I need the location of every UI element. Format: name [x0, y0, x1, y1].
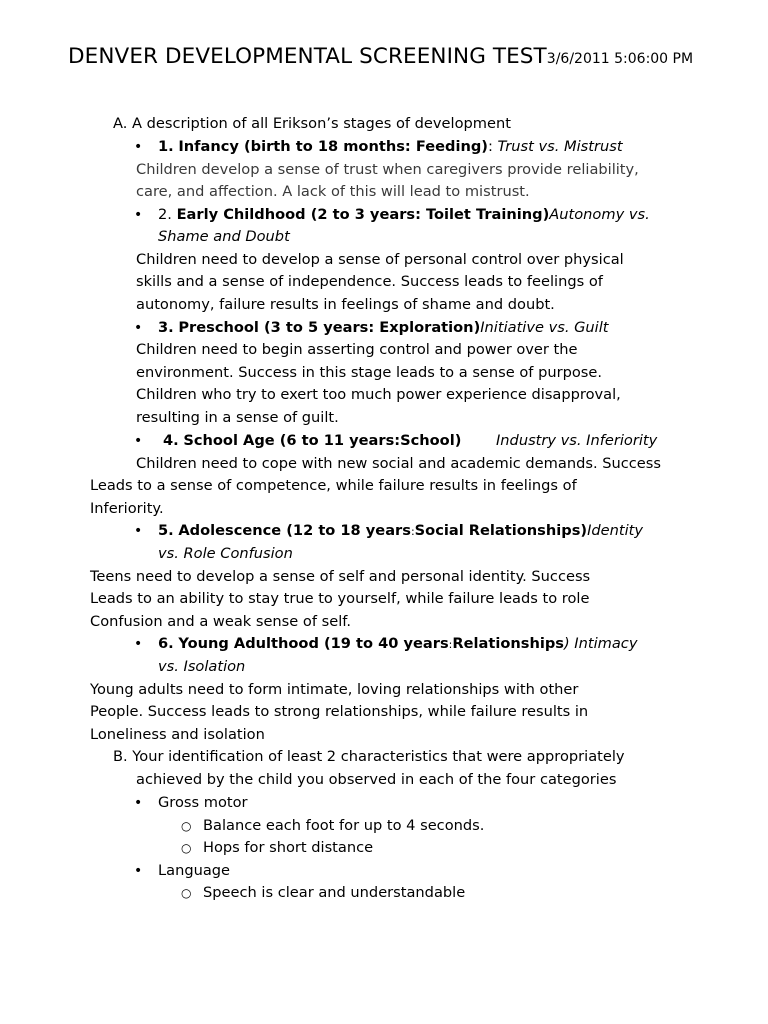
stage-crisis: vs. Role Confusion — [158, 545, 293, 562]
category-language: Language — [158, 862, 231, 879]
category-item: Speech is clear and understandable — [203, 884, 466, 901]
stage-number: 3. — [158, 319, 174, 336]
stage-2-title — [158, 204, 650, 227]
section-a-heading-line — [113, 113, 511, 136]
stage-separator: : — [487, 138, 493, 155]
stage-crisis-continued — [158, 543, 293, 566]
category-item: Balance each foot for up to 4 seconds. — [203, 817, 485, 834]
category-item: Hops for short distance — [203, 839, 374, 856]
stage-number: 6. — [158, 635, 174, 652]
stage-4-title — [163, 430, 461, 453]
stage-description-line: care, and affection. A lack of this will lead to mistrust. — [136, 183, 530, 200]
stage-description-line: Children need to develop a sense of personal control over physical — [136, 251, 624, 268]
stage-description-line: Inferiority. — [90, 500, 164, 517]
stage-name: Preschool (3 to 5 years: Exploration) — [178, 319, 481, 336]
stage-description-line: skills and a sense of independence. Success leads to feelings of — [136, 273, 603, 290]
bullet-icon: • — [134, 863, 143, 879]
stage-description-line: Children need to begin asserting control and power over the — [136, 341, 578, 358]
category-gross-motor: Gross motor — [158, 794, 248, 811]
stage-description-line: autonomy, failure results in feelings of shame and doubt. — [136, 296, 555, 313]
stage-description-line: Young adults need to form intimate, loving relationships with other — [90, 681, 579, 698]
stage-name: Early Childhood (2 to 3 years: Toilet Training) — [176, 206, 550, 223]
bullet-icon: • — [134, 795, 143, 811]
stage-description-line: Children develop a sense of trust when caregivers provide reliability, — [136, 161, 639, 178]
stage-description-line: resulting in a sense of guilt. — [136, 409, 339, 426]
stage-separator: : — [410, 525, 415, 538]
stage-description-line: People. Success leads to strong relationships, while failure results in — [90, 703, 589, 720]
circle-bullet-icon: ○ — [181, 841, 192, 855]
section-a-marker: A. — [113, 115, 128, 132]
stage-6-title — [158, 633, 637, 657]
bullet-icon: • — [134, 636, 143, 652]
stage-crisis: Initiative vs. Guilt — [480, 319, 609, 336]
stage-crisis: ) Intimacy — [563, 635, 638, 652]
stage-description-line: Children who try to exert too much power experience disapproval, — [136, 386, 621, 403]
bullet-icon: • — [134, 207, 143, 223]
stage-1-title — [158, 136, 623, 159]
stage-name: Young Adulthood (19 to 40 years — [178, 635, 449, 652]
stage-crisis: Trust vs. Mistrust — [497, 138, 623, 155]
stage-crisis: Industry vs. Inferiority — [496, 432, 658, 449]
stage-number: 2. — [158, 206, 172, 223]
stage-crisis-continued — [158, 656, 245, 679]
stage-description-line: Teens need to develop a sense of self and personal identity. Success — [90, 568, 591, 585]
stage-description-line: Leads to a sense of competence, while failure results in feelings of — [90, 477, 577, 494]
stage-name: Social Relationships) — [414, 522, 588, 539]
stage-number: 5. — [158, 522, 174, 539]
bullet-icon: • — [134, 139, 143, 155]
section-b-heading: Your identification of least 2 characteristics that were appropriately — [132, 748, 625, 765]
stage-name: Infancy (birth to 18 months: Feeding) — [178, 138, 488, 155]
stage-crisis: Identity — [587, 522, 643, 539]
section-a-heading: A description of all Erikson’s stages of development — [132, 115, 511, 132]
bullet-icon: • — [134, 320, 143, 336]
circle-bullet-icon: ○ — [181, 819, 192, 833]
section-b-heading-continued: achieved by the child you observed in each of the four categories — [136, 771, 617, 788]
stage-number: 4. — [163, 432, 179, 449]
stage-description-line: Confusion and a weak sense of self. — [90, 613, 351, 630]
section-b-heading-line — [113, 746, 625, 769]
stage-separator: : — [448, 638, 453, 651]
bullet-icon: • — [134, 523, 143, 539]
stage-crisis: Autonomy vs. — [549, 206, 650, 223]
section-b-marker: B. — [113, 748, 128, 765]
stage-description-line: Children need to cope with new social and academic demands. Success — [136, 455, 661, 472]
stage-name: Adolescence (12 to 18 years — [178, 522, 411, 539]
circle-bullet-icon: ○ — [181, 886, 192, 900]
stage-description-line: Loneliness and isolation — [90, 726, 265, 743]
stage-5-title — [158, 520, 643, 544]
stage-crisis: vs. Isolation — [158, 658, 246, 675]
bullet-icon: • — [134, 433, 143, 449]
document-title: DENVER DEVELOPMENTAL SCREENING TEST — [68, 44, 547, 69]
stage-description-line: environment. Success in this stage leads to a sense of purpose. — [136, 364, 603, 381]
document-header — [68, 44, 693, 69]
stage-4-crisis — [496, 430, 657, 453]
stage-3-title — [158, 317, 609, 340]
stage-crisis: Shame and Doubt — [158, 228, 290, 245]
stage-description-line: Leads to an ability to stay true to yourself, while failure leads to role — [90, 590, 590, 607]
stage-crisis-continued — [158, 226, 290, 249]
stage-number: 1. — [158, 138, 174, 155]
document-datetime: 3/6/2011 5:06:00 PM — [546, 51, 694, 67]
stage-name: School Age (6 to 11 years:School) — [183, 432, 462, 449]
stage-name: Relationships — [452, 635, 564, 652]
